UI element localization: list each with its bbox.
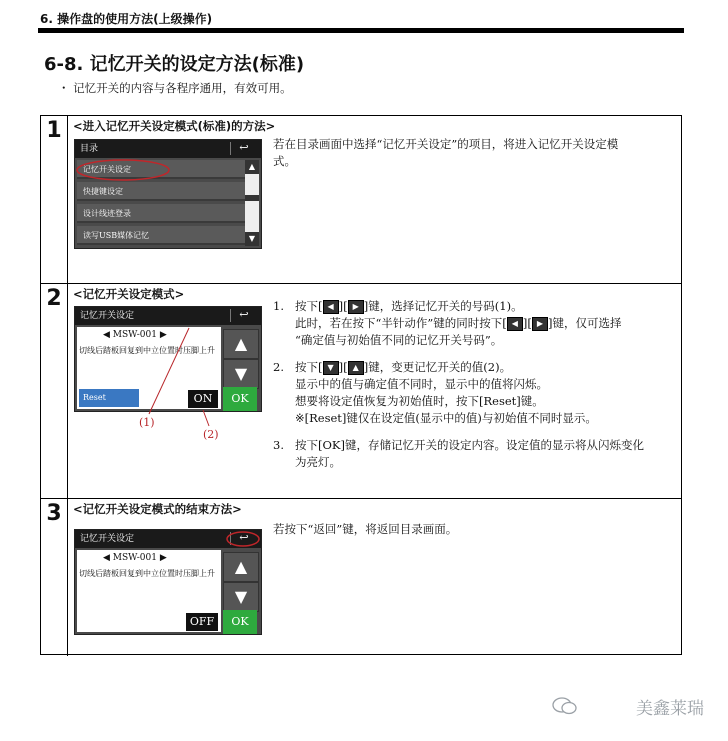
step-number: 1 (46, 118, 62, 143)
section-title: 6-8. 记忆开关的设定方法(标准) (44, 54, 305, 75)
wechat-icon (552, 696, 578, 716)
step-row-2 (41, 284, 681, 499)
screen-title: 记忆开关设定 (75, 530, 261, 548)
step-heading: <进入记忆开关设定模式(标准)的方法> (73, 119, 276, 133)
menu-item-stitch-register[interactable]: 设计线迹登录 (77, 204, 245, 223)
step-heading: <记忆开关设定模式的结束方法> (73, 502, 242, 516)
step-number: 2 (46, 286, 62, 311)
right-key-icon: ▶ (348, 300, 364, 314)
desc-line: 按下[OK]键，存储记忆开关的设定内容。设定值的显示将从闪烁变化 (295, 438, 644, 452)
highlight-ellipse (75, 158, 175, 182)
value-button[interactable]: OFF (185, 612, 219, 632)
scroll-thumb[interactable] (245, 195, 259, 201)
scroll-up-icon[interactable]: ▲ (245, 160, 259, 174)
back-icon[interactable]: ↩ (230, 142, 257, 155)
reset-button[interactable]: Reset (79, 389, 139, 407)
step-number-cell (41, 284, 68, 498)
menu-item-usb[interactable]: 读写USB媒体记忆 (77, 226, 245, 245)
down-key-icon: ▼ (323, 361, 339, 375)
desc-line: 此时，若在按下“半针动作”键的同时按下[ ◀ ][ ▶ ]键，仅可选择 (295, 316, 622, 330)
msw-description: 切线后踏板回复到中立位置时压脚上升 (79, 569, 215, 578)
desc-line: 按下[ ▼ ][ ▲ ]键，变更记忆开关的值(2)。 (295, 360, 512, 374)
para-number: 1. (273, 299, 284, 313)
step-desc (273, 136, 673, 170)
desc-line: 想要将设定值恢复为初始值时，按下[Reset]键。 (295, 394, 544, 408)
step-desc: 若按下“返回”键，将返回目录画面。 (273, 522, 458, 536)
desc-line: 按下[ ◀ ][ ▶ ]键，选择记忆开关的号码(1)。 (295, 299, 523, 313)
step-number-cell (41, 116, 68, 283)
step-desc (273, 298, 678, 471)
step-row-1 (41, 116, 681, 284)
up-arrow-icon[interactable]: ▲ (223, 329, 259, 359)
desc-line: ※[Reset]键仅在设定值(显示中的值)与初始值不同时显示。 (295, 411, 597, 425)
para-1 (273, 298, 678, 349)
menu-item-memory-switch[interactable]: 记忆开关设定 (77, 160, 245, 179)
step-number: 3 (46, 501, 62, 526)
desc-line: 若在目录画面中选择“记忆开关设定”的项目，将进入记忆开关设定模 (273, 137, 619, 151)
msw-description: 切线后踏板回复到中立位置时压脚上升 (79, 346, 215, 355)
para-number: 3. (273, 438, 284, 452)
desc-line: 显示中的值与确定值不同时，显示中的值将闪烁。 (295, 377, 548, 391)
menu-item-shortcut[interactable]: 快捷键设定 (77, 182, 245, 201)
watermark: 美鑫莱瑞 (636, 699, 704, 719)
back-icon[interactable]: ↩ (230, 532, 257, 545)
steps-table (40, 115, 682, 655)
msw-number: ◀ MSW-001 ▶ (103, 330, 167, 340)
right-key-icon: ▶ (532, 317, 548, 331)
menu-screen (74, 139, 262, 249)
para-3 (273, 437, 678, 471)
header-rule (38, 28, 684, 33)
back-icon[interactable]: ↩ (230, 309, 257, 322)
msw-number: ◀ MSW-001 ▶ (103, 553, 167, 563)
step-number-cell (41, 499, 68, 656)
section-note: ・ 记忆开关的内容与各程序通用，有效可用。 (58, 81, 292, 95)
desc-line: 式。 (273, 154, 296, 168)
down-arrow-icon[interactable]: ▼ (223, 359, 259, 389)
ok-button[interactable]: OK (223, 387, 257, 411)
callout-1: (1) (139, 416, 155, 429)
desc-line: 为亮灯。 (295, 455, 341, 469)
desc-line: “确定值与初始值不同的记忆开关号码”。 (295, 333, 503, 347)
left-key-icon: ◀ (323, 300, 339, 314)
left-key-icon: ◀ (507, 317, 523, 331)
para-number: 2. (273, 360, 284, 374)
screen-title: 目录 (75, 140, 261, 158)
para-2 (273, 359, 678, 427)
up-key-icon: ▲ (348, 361, 364, 375)
header-text: 6. 操作盘的使用方法(上级操作) (40, 12, 213, 26)
ok-button[interactable]: OK (223, 610, 257, 634)
value-button[interactable]: ON (187, 389, 219, 409)
down-arrow-icon[interactable]: ▼ (223, 582, 259, 612)
back-highlight-ellipse (225, 530, 261, 548)
step-row-3 (41, 499, 681, 656)
msw-screen-exit (74, 529, 262, 635)
scrollbar[interactable] (245, 160, 259, 246)
scroll-down-icon[interactable]: ▼ (245, 232, 259, 246)
up-arrow-icon[interactable]: ▲ (223, 552, 259, 582)
callout-2: (2) (203, 428, 219, 441)
step-heading: <记忆开关设定模式> (73, 287, 185, 301)
screen-title: 记忆开关设定 (75, 307, 261, 325)
